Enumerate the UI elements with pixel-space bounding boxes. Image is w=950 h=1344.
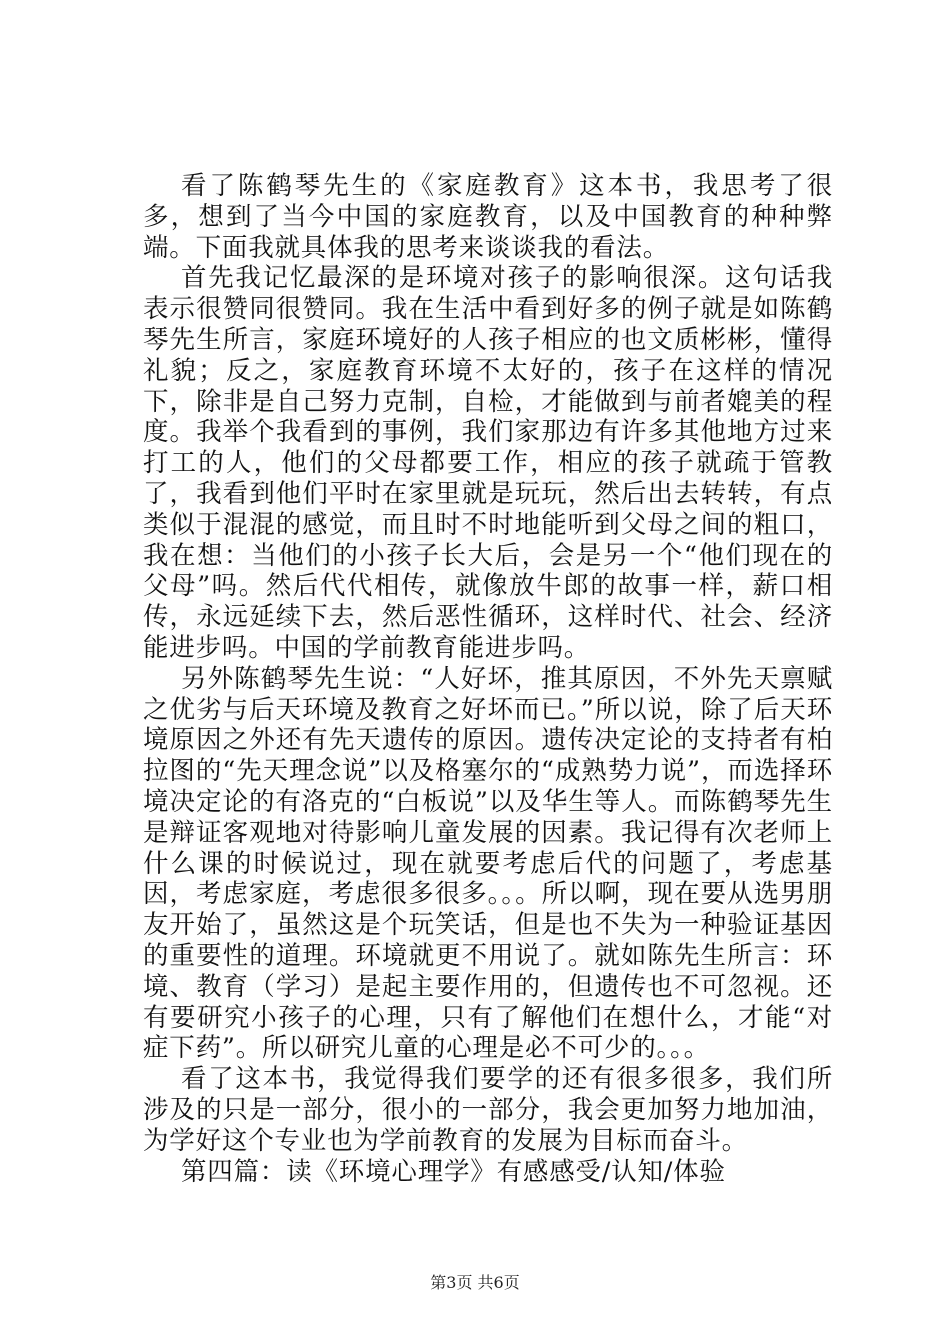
- document-body: [143, 171, 833, 1187]
- paragraph-intro: 看了陈鹤琴先生的《家庭教育》这本书，我思考了很多，想到了当今中国的家庭教育，以及中国教育的种种弊端。下面我就具体我的思考来谈谈我的看法。: [143, 171, 833, 263]
- paragraph-environment: 首先我记忆最深的是环境对孩子的影响很深。这句话我表示很赞同很赞同。我在生活中看到好多的例子就是如陈鹤琴先生所言，家庭环境好的人孩子相应的也文质彬彬，懂得礼貌；反之，家庭教育环境不太好的，孩子在这样的情况下，除非是自己努力克制，自检，才能做到与前者媲美的程度。我举个我看到的事例，我们家那边有许多其他地方过来打工的人，他们的父母都要工作，相应的孩子就疏于管教了，我看到他们平时在家里就是玩玩，然后出去转转，有点类似于混混的感觉，而且时不时地能听到父母之间的粗口，我在想：当他们的小孩子长大后，会是另一个“他们现在的父母”吗。然后代代相传，就像放牛郎的故事一样，薪口相传，永远延续下去，然后恶性循环，这样时代、社会、经济能进步吗。中国的学前教育能进步吗。: [143, 263, 833, 663]
- paragraph-heredity: 另外陈鹤琴先生说：“人好坏，推其原因，不外先天禀赋之优劣与后天环境及教育之好坏而已。”所以说，除了后天环境原因之外还有先天遗传的原因。遗传决定论的支持者有柏拉图的“先天理念说”以及格塞尔的“成熟势力说”，而选择环境决定论的有洛克的“白板说”以及华生等人。而陈鹤琴先生是辩证客观地对待影响儿童发展的因素。我记得有次老师上什么课的时候说过，现在就要考虑后代的问题了，考虑基因，考虑家庭，考虑很多很多。。。所以啊，现在要从选男朋友开始了，虽然这是个玩笑话，但是也不失为一种验证基因的重要性的道理。环境就更不用说了。就如陈先生所言：环境、教育（学习）是起主要作用的，但遗传也不可忽视。还有要研究小孩子的心理，只有了解他们在想什么，才能“对症下药”。所以研究儿童的心理是必不可少的。。。: [143, 663, 833, 1064]
- page-footer: 第3页 共6页: [430, 1273, 520, 1292]
- section-heading: 第四篇：读《环境心理学》有感感受/认知/体验: [181, 1156, 726, 1187]
- paragraph-conclusion: 看了这本书，我觉得我们要学的还有很多很多，我们所涉及的只是一部分，很小的一部分，我会更加努力地加油，为学好这个专业也为学前教育的发展为目标而奋斗。: [143, 1064, 833, 1156]
